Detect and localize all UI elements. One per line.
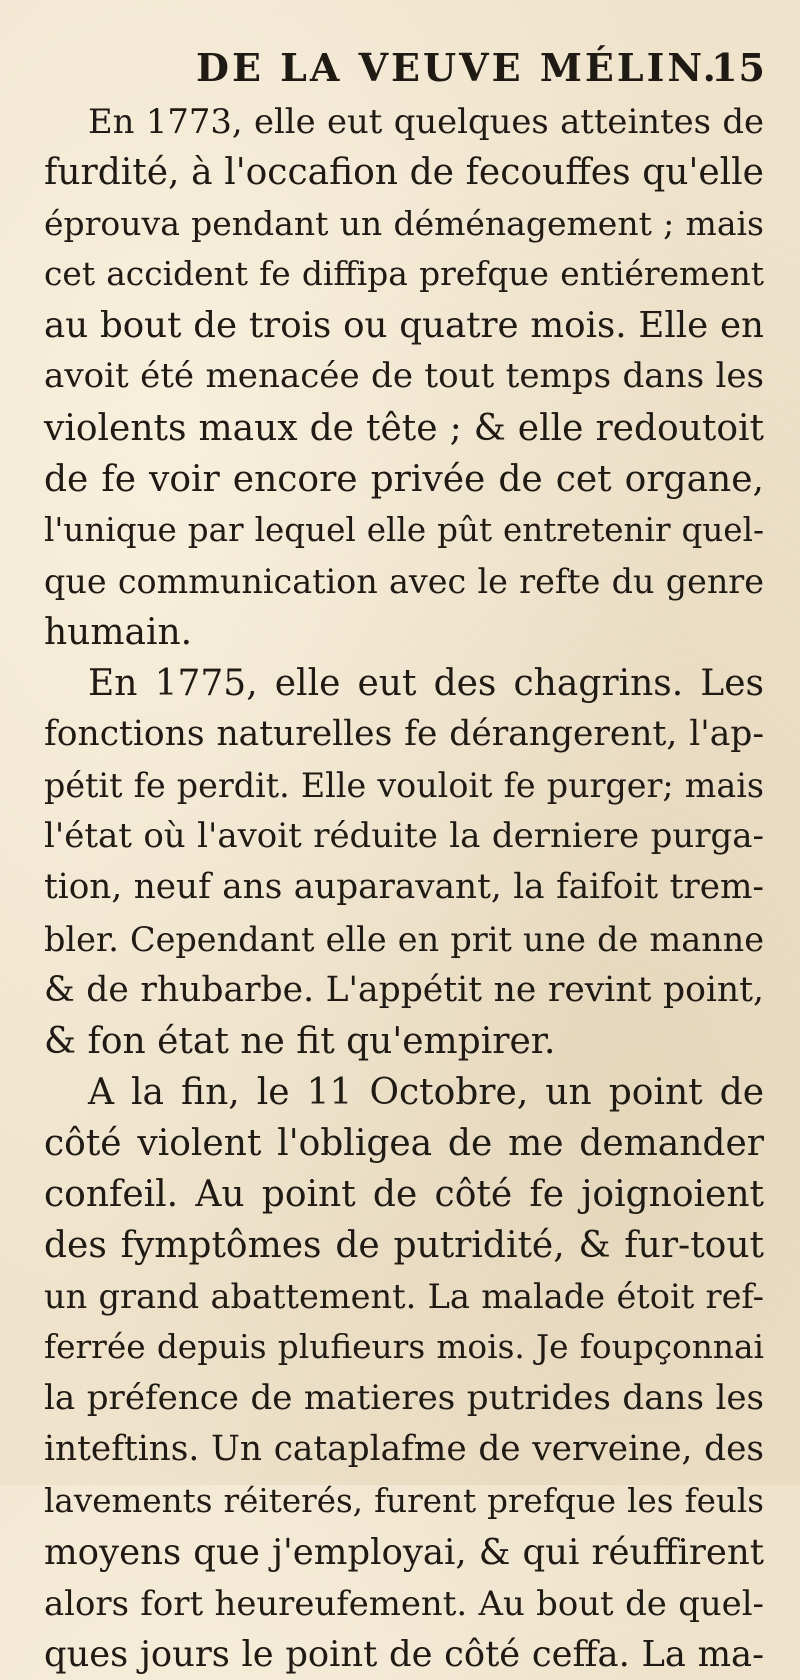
- text-line: tion, neuf ans auparavant, la faifoit trem-: [44, 867, 764, 908]
- text-line: confeil. Au point de côté fe joignoient: [44, 1173, 764, 1215]
- text-line: des fymptômes de putridité, & fur-tout: [44, 1225, 764, 1267]
- text-line: & de rhubarbe. L'appétit ne revint point,: [44, 969, 764, 1010]
- text-line: inteftins. Un cataplafme de verveine, des: [44, 1429, 764, 1470]
- text-line: fonctions naturelles fe dérangerent, l'ap-: [44, 714, 764, 755]
- text-line: alors fort heureufement. Au bout de quel-: [44, 1583, 764, 1623]
- text-line: lavements réiterés, furent prefque les feuls: [44, 1481, 764, 1520]
- text-line: pétit fe perdit. Elle vouloit fe purger; mais: [44, 766, 764, 806]
- text-line: furdité, à l'occafion de fecouffes qu'elle: [44, 152, 764, 194]
- body-text: [44, 96, 764, 1680]
- text-line: côté violent l'obligea de me demander: [44, 1122, 764, 1164]
- text-line: & fon état ne fit qu'empirer.: [44, 1020, 556, 1062]
- page-number: 15: [711, 45, 766, 90]
- text-line: cet accident fe diffipa prefque entiérement: [44, 255, 764, 294]
- text-line: humain.: [44, 611, 193, 653]
- text-line: éprouva pendant un déménagement ; mais: [44, 204, 764, 244]
- text-line: un grand abattement. La malade étoit ref-: [44, 1277, 764, 1317]
- text-line: ques jours le point de côté ceffa. La ma-: [44, 1633, 764, 1675]
- text-line: A la fin, le 11 Octobre, un point de: [88, 1071, 764, 1113]
- running-head-title: DE LA VEUVE MÉLIN.: [196, 45, 719, 90]
- text-line: moyens que j'employai, & qui réuffirent: [44, 1531, 764, 1573]
- text-line: l'unique par lequel elle pût entretenir quel-: [44, 510, 764, 549]
- text-line: avoit été menacée de tout temps dans les: [44, 356, 764, 397]
- text-line: que communication avec le refte du genre: [44, 561, 764, 601]
- running-head: [196, 44, 766, 92]
- text-line: violents maux de tête ; & elle redoutoit: [44, 407, 764, 449]
- text-line: bler. Cependant elle en prit une de manne: [44, 919, 764, 959]
- text-line: En 1775, elle eut des chagrins. Les: [88, 663, 764, 705]
- text-line: ferrée depuis plufieurs mois. Je foupçonnai: [44, 1328, 764, 1367]
- text-line: En 1773, elle eut quelques atteintes de: [88, 102, 764, 141]
- text-line: la préfence de matieres putrides dans les: [44, 1378, 764, 1419]
- text-line: l'état où l'avoit réduite la derniere purga-: [44, 816, 764, 857]
- text-line: au bout de trois ou quatre mois. Elle en: [44, 305, 764, 347]
- text-line: de fe voir encore privée de cet organe,: [44, 458, 764, 500]
